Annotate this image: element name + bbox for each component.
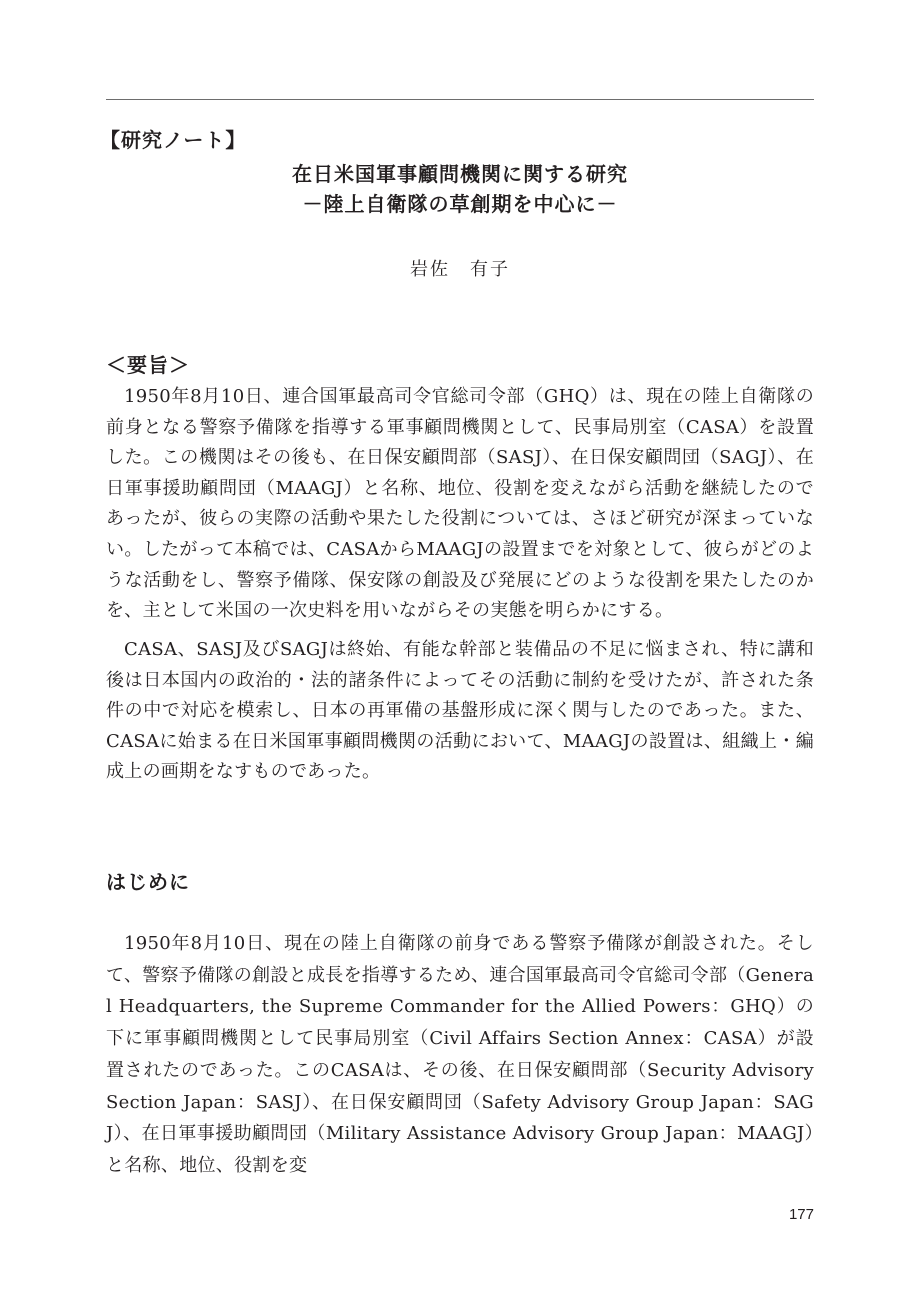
abstract-paragraph: CASA、SASJ及びSAGJは終始、有能な幹部と装備品の不足に悩まされ、特に講和後は日本国内の政治的・法的諸条件によってその活動に制約を受けたが、許された条件の中で対応を模索し、日本の再軍備の基盤形成に深く関与したのであった。また、CASAに始まる在日米国軍事顧問機関の活動において、MAAGJの設置は、組織上・編成上の画期をなすものであった。 bbox=[106, 639, 814, 783]
page-number: 177 bbox=[788, 1206, 814, 1223]
section-label: 【研究ノート】 bbox=[100, 128, 247, 152]
body-paragraph: 1950年8月10日、現在の陸上自衛隊の前身である警察予備隊が創設された。そして、警察予備隊の創設と成長を指導するため、連合国軍最高司令官総司令部（General Headquarters, the Supreme Commander for the Allied Powers：GHQ）の下に軍事顧問機関として民事局別室（Civil Affairs Section Annex：CASA）が設置されたのであった。このCASAは、その後、在日保安顧問部（Security Advisory Section Japan：SASJ）、在日保安顧問団（Safety Advisory Group Japan：SAGJ）、在日軍事援助顧問団（Military Assistance Advisory Group Japan：MAAGJ）と名称、地位、役割を変 bbox=[106, 933, 814, 1176]
abstract-heading: ＜要旨＞ bbox=[106, 353, 190, 377]
abstract-paragraph: 1950年8月10日、連合国軍最高司令官総司令部（GHQ）は、現在の陸上自衛隊の前身となる警察予備隊を指導する軍事顧問機関として、民事局別室（CASA）を設置した。この機関はその後も、在日保安顧問部（SASJ）、在日保安顧問団（SAGJ）、在日軍事援助顧問団（MAAGJ）と名称、地位、役割を変えながら活動を継続したのであったが、彼らの実際の活動や果たした役割については、さほど研究が深まっていない。したがって本稿では、CASAからMAAGJの設置までを対象として、彼らがどのような活動をし、警察予備隊、保安隊の創設及び発展にどのような役割を果たしたのかを、主として米国の一次史料を用いながらその実態を明らかにする。 bbox=[106, 386, 814, 622]
paper-subtitle: －陸上自衛隊の草創期を中心に－ bbox=[302, 192, 618, 216]
section-heading-introduction: はじめに bbox=[106, 870, 190, 894]
top-rule bbox=[106, 99, 814, 100]
paper-title: 在日米国軍事顧問機関に関する研究 bbox=[292, 162, 628, 186]
author-name: 岩佐 有子 bbox=[410, 259, 510, 280]
